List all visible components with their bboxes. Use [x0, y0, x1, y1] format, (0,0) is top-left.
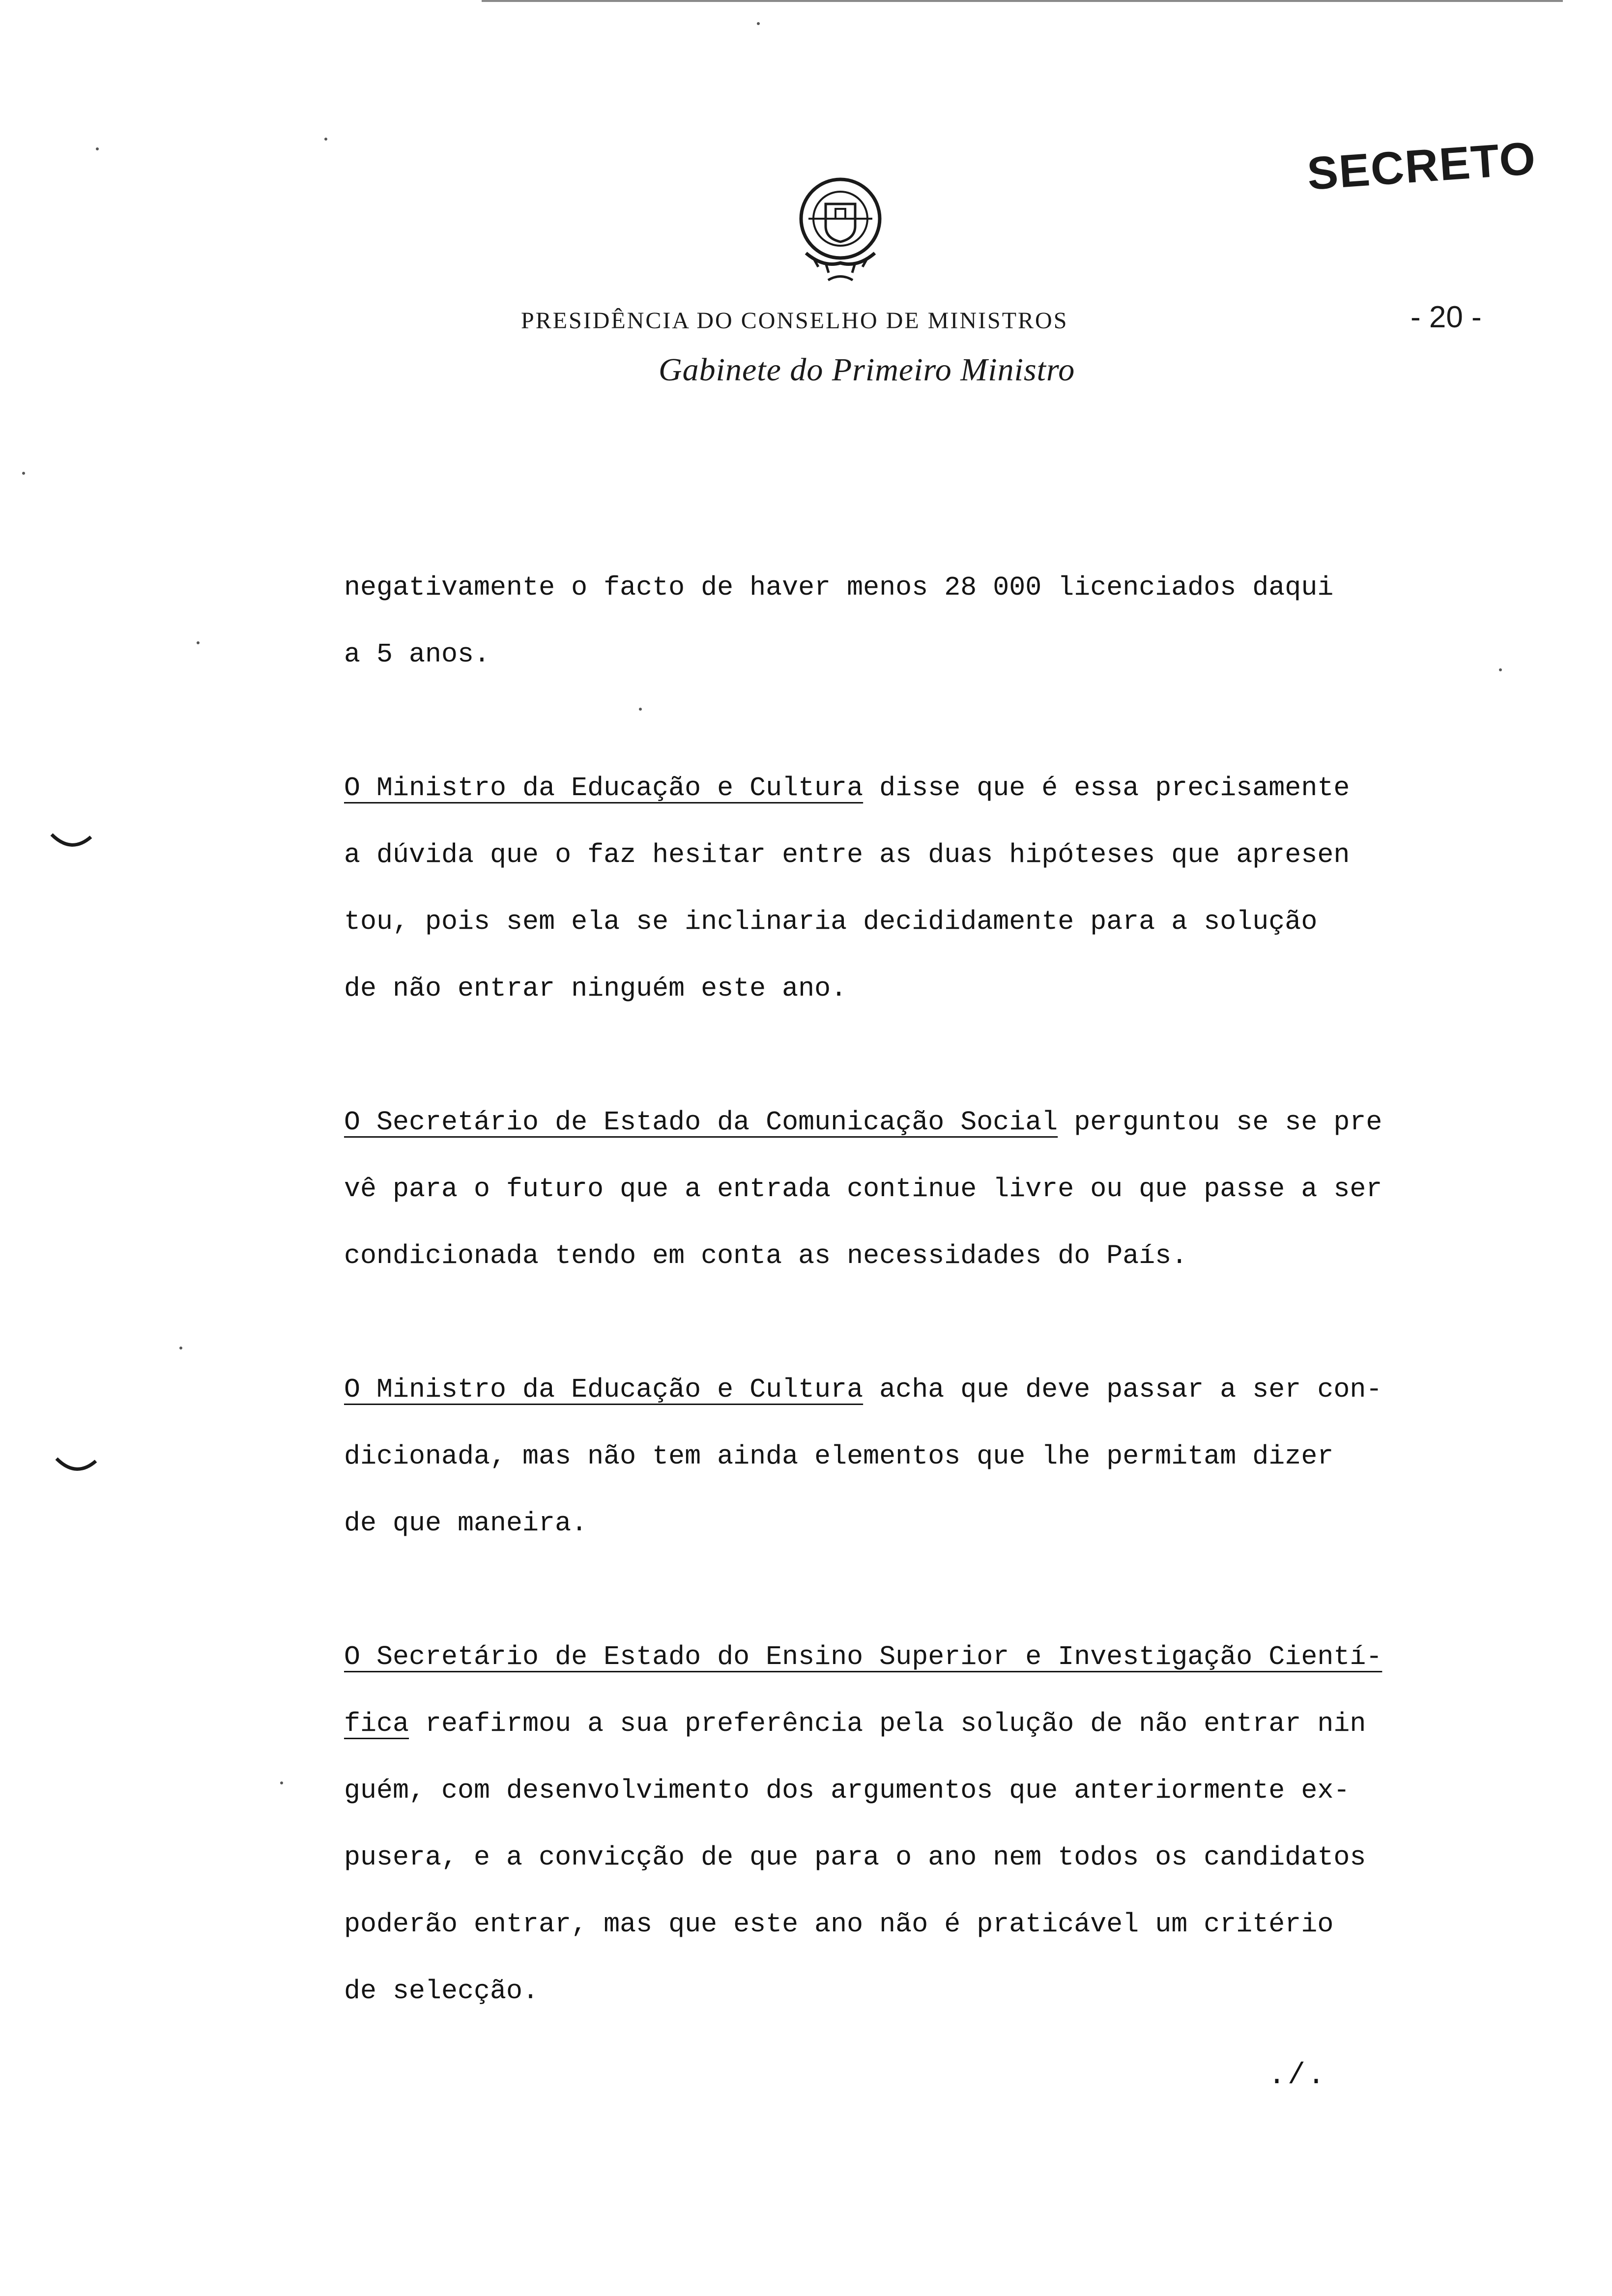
page-number: - 20 - — [1410, 300, 1482, 334]
text-line: O Ministro da Educação e Cultura acha que deve passar a ser con- — [344, 1374, 1382, 1405]
paper-speck — [179, 1347, 182, 1349]
text-line: poderão entrar, mas que este ano não é praticável um critério — [344, 1909, 1334, 1940]
coat-of-arms-emblem — [779, 170, 902, 287]
secret-stamp: SECRETO — [1305, 132, 1538, 200]
text-line: tou, pois sem ela se inclinaria decididamente para a solução — [344, 906, 1318, 937]
page-top-rule — [482, 0, 1563, 2]
paper-speck — [757, 22, 760, 25]
paper-speck — [1499, 668, 1502, 671]
speaker-name: O Secretário de Estado do Ensino Superior e Investigação Cientí- — [344, 1641, 1382, 1672]
text-line: dicionada, mas não tem ainda elementos que lhe permitam dizer — [344, 1441, 1334, 1472]
paper-speck — [22, 472, 25, 475]
text-line: condicionada tendo em conta as necessidades do País. — [344, 1240, 1188, 1271]
paper-speck — [197, 641, 200, 644]
text-line — [344, 1624, 1514, 1691]
paper-speck — [280, 1781, 283, 1784]
header-title: PRESIDÊNCIA DO CONSELHO DE MINISTROS — [521, 308, 1068, 334]
speaker-name: O Secretário de Estado da Comunicação Social — [344, 1107, 1058, 1138]
speaker-name: O Ministro da Educação e Cultura — [344, 773, 864, 804]
document-body — [344, 554, 1514, 2025]
paragraph — [344, 1356, 1514, 1557]
text-line: a dúvida que o faz hesitar entre as duas hipóteses que apresen — [344, 839, 1350, 870]
text-line: de que maneira. — [344, 1508, 588, 1539]
paragraph — [344, 1089, 1514, 1290]
paper-speck — [324, 138, 327, 141]
speaker-name: fica — [344, 1708, 409, 1739]
text-line: O Secretário de Estado da Comunicação Social perguntou se se pre — [344, 1107, 1382, 1138]
text-line: negativamente o facto de haver menos 28 000 licenciados daqui — [344, 572, 1334, 603]
paragraph — [344, 1624, 1514, 2025]
text-line: fica reafirmou a sua preferência pela solução de não entrar nin — [344, 1708, 1366, 1739]
text-line: de selecção. — [344, 1976, 539, 2007]
text-line: a 5 anos. — [344, 639, 490, 670]
paper-speck — [639, 708, 642, 711]
paper-speck — [96, 147, 99, 150]
text-line: guém, com desenvolvimento dos argumentos que anteriormente ex- — [344, 1775, 1350, 1806]
continuation-mark: ./. — [1268, 2059, 1327, 2093]
paragraph — [344, 755, 1514, 1022]
margin-tick-mark — [54, 1455, 98, 1474]
speaker-name: O Ministro da Educação e Cultura — [344, 1374, 864, 1405]
text-line: O Ministro da Educação e Cultura disse que é essa precisamente — [344, 773, 1350, 804]
paragraph — [344, 554, 1514, 688]
margin-tick-mark — [49, 831, 93, 850]
text-line: pusera, e a convicção de que para o ano nem todos os candidatos — [344, 1842, 1366, 1873]
header-subtitle: Gabinete do Primeiro Ministro — [659, 352, 1075, 388]
text-line: de não entrar ninguém este ano. — [344, 973, 847, 1004]
text-line: vê para o futuro que a entrada continue livre ou que passe a ser — [344, 1174, 1382, 1205]
